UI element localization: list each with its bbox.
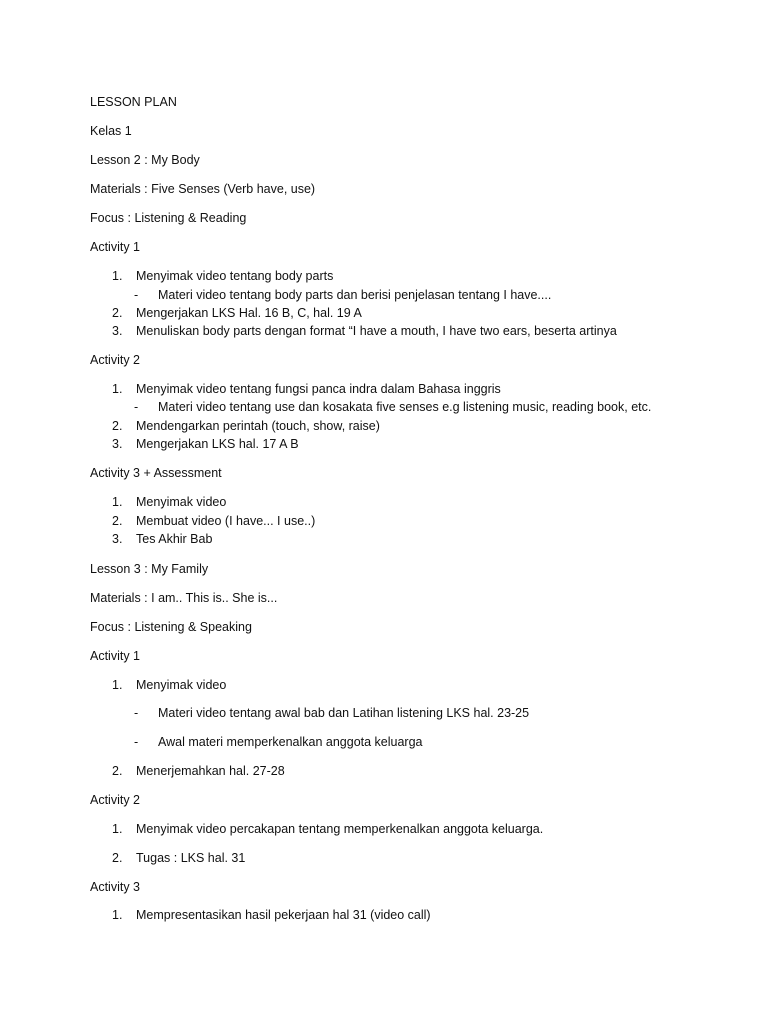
list-number: 1. bbox=[112, 269, 123, 283]
materials-line: Materials : I am.. This is.. She is... bbox=[90, 591, 278, 605]
list-item: Menyimak video tentang fungsi panca indra dalam Bahasa inggris bbox=[136, 382, 501, 396]
materials-line: Materials : Five Senses (Verb have, use) bbox=[90, 182, 316, 196]
activity-heading: Activity 1 bbox=[90, 649, 141, 663]
sub-bullet: - bbox=[134, 706, 139, 720]
list-item: Mendengarkan perintah (touch, show, raise) bbox=[136, 419, 380, 433]
focus-line: Focus : Listening & Reading bbox=[90, 211, 247, 225]
list-number: 2. bbox=[112, 419, 123, 433]
activity-heading: Activity 3 + Assessment bbox=[90, 466, 222, 480]
sub-bullet: - bbox=[134, 288, 139, 302]
list-number: 1. bbox=[112, 678, 123, 692]
list-number: 2. bbox=[112, 764, 123, 778]
list-number: 1. bbox=[112, 382, 123, 396]
list-item: Menyimak video bbox=[136, 678, 227, 692]
list-number: 2. bbox=[112, 306, 123, 320]
list-number: 1. bbox=[112, 495, 123, 509]
list-item: Menerjemahkan hal. 27-28 bbox=[136, 764, 285, 778]
activity-heading: Activity 3 bbox=[90, 880, 141, 894]
list-item: Membuat video (I have... I use..) bbox=[136, 514, 316, 528]
sub-item: Materi video tentang body parts dan berisi penjelasan tentang I have.... bbox=[158, 288, 552, 302]
list-number: 2. bbox=[112, 851, 123, 865]
list-number: 3. bbox=[112, 324, 123, 338]
lesson-heading: Lesson 2 : My Body bbox=[90, 153, 200, 167]
list-item: Mengerjakan LKS Hal. 16 B, C, hal. 19 A bbox=[136, 306, 362, 320]
sub-item: Materi video tentang awal bab dan Latihan listening LKS hal. 23-25 bbox=[158, 706, 530, 720]
list-item: Mempresentasikan hasil pekerjaan hal 31 (video call) bbox=[136, 908, 431, 922]
class-label: Kelas 1 bbox=[90, 124, 132, 138]
list-item: Menyimak video bbox=[136, 495, 227, 509]
list-item: Menuliskan body parts dengan format “I have a mouth, I have two ears, beserta artinya bbox=[136, 324, 617, 338]
list-number: 3. bbox=[112, 532, 123, 546]
sub-bullet: - bbox=[134, 400, 139, 414]
focus-line: Focus : Listening & Speaking bbox=[90, 620, 252, 634]
activity-heading: Activity 2 bbox=[90, 353, 141, 367]
list-item: Menyimak video tentang body parts bbox=[136, 269, 334, 283]
list-number: 2. bbox=[112, 514, 123, 528]
sub-item: Awal materi memperkenalkan anggota keluarga bbox=[158, 735, 423, 749]
activity-heading: Activity 1 bbox=[90, 240, 141, 254]
list-item: Tugas : LKS hal. 31 bbox=[136, 851, 246, 865]
list-item: Tes Akhir Bab bbox=[136, 532, 213, 546]
activity-heading: Activity 2 bbox=[90, 793, 141, 807]
list-item: Menyimak video percakapan tentang memperkenalkan anggota keluarga. bbox=[136, 822, 544, 836]
document-title: LESSON PLAN bbox=[90, 95, 177, 109]
sub-item: Materi video tentang use dan kosakata five senses e.g listening music, reading book, etc. bbox=[158, 400, 652, 414]
lesson-heading: Lesson 3 : My Family bbox=[90, 562, 209, 576]
list-number: 1. bbox=[112, 822, 123, 836]
sub-bullet: - bbox=[134, 735, 139, 749]
list-number: 3. bbox=[112, 437, 123, 451]
list-item: Mengerjakan LKS hal. 17 A B bbox=[136, 437, 299, 451]
list-number: 1. bbox=[112, 908, 123, 922]
